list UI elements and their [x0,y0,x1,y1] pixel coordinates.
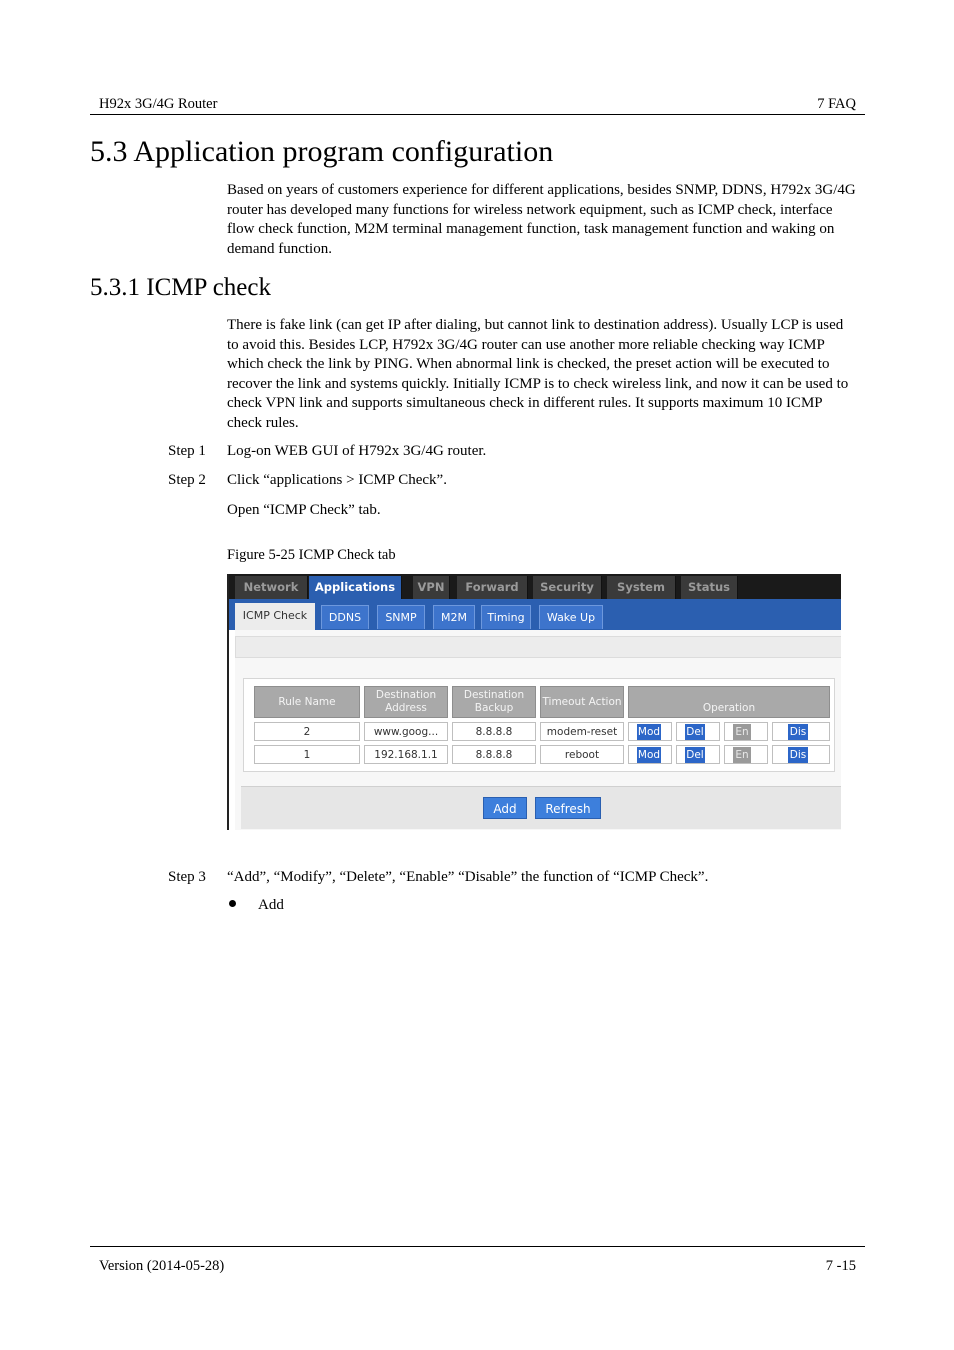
header-doc-title: H92x 3G/4G Router [99,96,218,112]
row-2-mod-button[interactable]: Mod [637,749,661,761]
row-2-destination: 192.168.1.1 [364,745,448,764]
row-1-action: modem-reset [540,722,624,741]
bullet-text: Add [258,897,284,913]
row-1-del-button[interactable]: Del [686,726,704,738]
footer-version: Version (2014-05-28) [99,1258,225,1274]
section-intro: Based on years of customers experience for different applications, besides SNMP, DDNS, H792x 3G/4G router has developed many functions for wireless network equipment, such as ICMP check, interface flow check function, M2M terminal management function, task management function and waking on demand function. [227,182,856,257]
tab-applications[interactable]: Applications [309,576,402,599]
subsection-title: 5.3.1 ICMP check [90,274,271,301]
header-chapter: 7 FAQ [817,96,856,112]
tab-vpn[interactable]: VPN [413,576,450,599]
row-1-en-button[interactable]: En [733,724,751,740]
step-2-number: Step 2 [168,472,206,488]
tab-forward[interactable]: Forward [457,576,528,599]
section-title: 5.3 Application program configuration [90,135,554,168]
subtab-timing[interactable]: Timing [481,605,531,629]
rules-table [243,678,835,772]
step-2-note: Open “ICMP Check” tab. [227,502,381,518]
bullet-add [229,897,284,914]
row-2-del-button[interactable]: Del [686,749,704,761]
subtab-ddns[interactable]: DDNS [321,605,369,629]
sub-tab-bar [229,599,841,630]
row-2-action: reboot [540,745,624,764]
subsection-paragraph: There is fake link (can get IP after dialing, but cannot link to destination address). Usually LCP is used to avoid this. Besides LCP, H792x 3G/4G router can use another more reliable checking way ICMP which check the link by PING. When abnormal link is checked, the preset action will be executed to recover the link and systems quickly. Initially ICMP is to check wireless link, and now it can be used to check VPN link and supports simultaneous check in different rules. It supports maximum 10 ICMP check rules. [227,317,849,431]
subtab-snmp[interactable]: SNMP [377,605,425,629]
row-1-rule-name: 2 [254,722,360,741]
row-2-rule-name: 1 [254,745,360,764]
step-3 [168,869,708,886]
col-destination-address: Destination Address [364,686,448,718]
step-3-number: Step 3 [168,869,206,885]
col-destination-backup: Destination Backup [452,686,536,718]
info-strip [235,636,841,658]
row-1-dis-button[interactable]: Dis [789,726,807,738]
step-1-number: Step 1 [168,443,206,459]
step-2-text: Click “applications > ICMP Check”. [227,472,447,488]
tab-security[interactable]: Security [533,576,602,599]
row-1-backup: 8.8.8.8 [452,722,536,741]
step-2 [168,472,447,489]
row-2-en-button[interactable]: En [733,747,751,763]
row-1-destination: www.goog... [364,722,448,741]
bullet-dot-icon [229,900,236,907]
page-footer [90,1246,865,1277]
refresh-button[interactable]: Refresh [535,797,601,819]
subtab-m2m[interactable]: M2M [433,605,475,629]
figure-caption: Figure 5-25 ICMP Check tab [227,547,396,563]
tab-status[interactable]: Status [681,576,738,599]
main-tab-bar [229,574,841,599]
add-button[interactable]: Add [483,797,527,819]
footer-page-number: 7 -15 [825,1258,856,1274]
row-1-mod-button[interactable]: Mod [637,726,661,738]
row-2-backup: 8.8.8.8 [452,745,536,764]
tab-system[interactable]: System [607,576,676,599]
col-rule-name: Rule Name [254,686,360,718]
subtab-icmp-check[interactable]: ICMP Check [235,603,315,630]
page-header [90,94,865,115]
tab-network[interactable]: Network [235,576,308,599]
step-1-text: Log-on WEB GUI of H792x 3G/4G router. [227,443,487,459]
icmp-check-screenshot [227,574,841,830]
row-2-dis-button[interactable]: Dis [789,749,807,761]
step-1 [168,443,486,460]
col-operation: Operation [628,686,830,718]
col-timeout-action: Timeout Action [540,686,624,718]
step-3-text: “Add”, “Modify”, “Delete”, “Enable” “Disable” the function of “ICMP Check”. [227,869,709,885]
subtab-wake-up[interactable]: Wake Up [539,605,603,629]
